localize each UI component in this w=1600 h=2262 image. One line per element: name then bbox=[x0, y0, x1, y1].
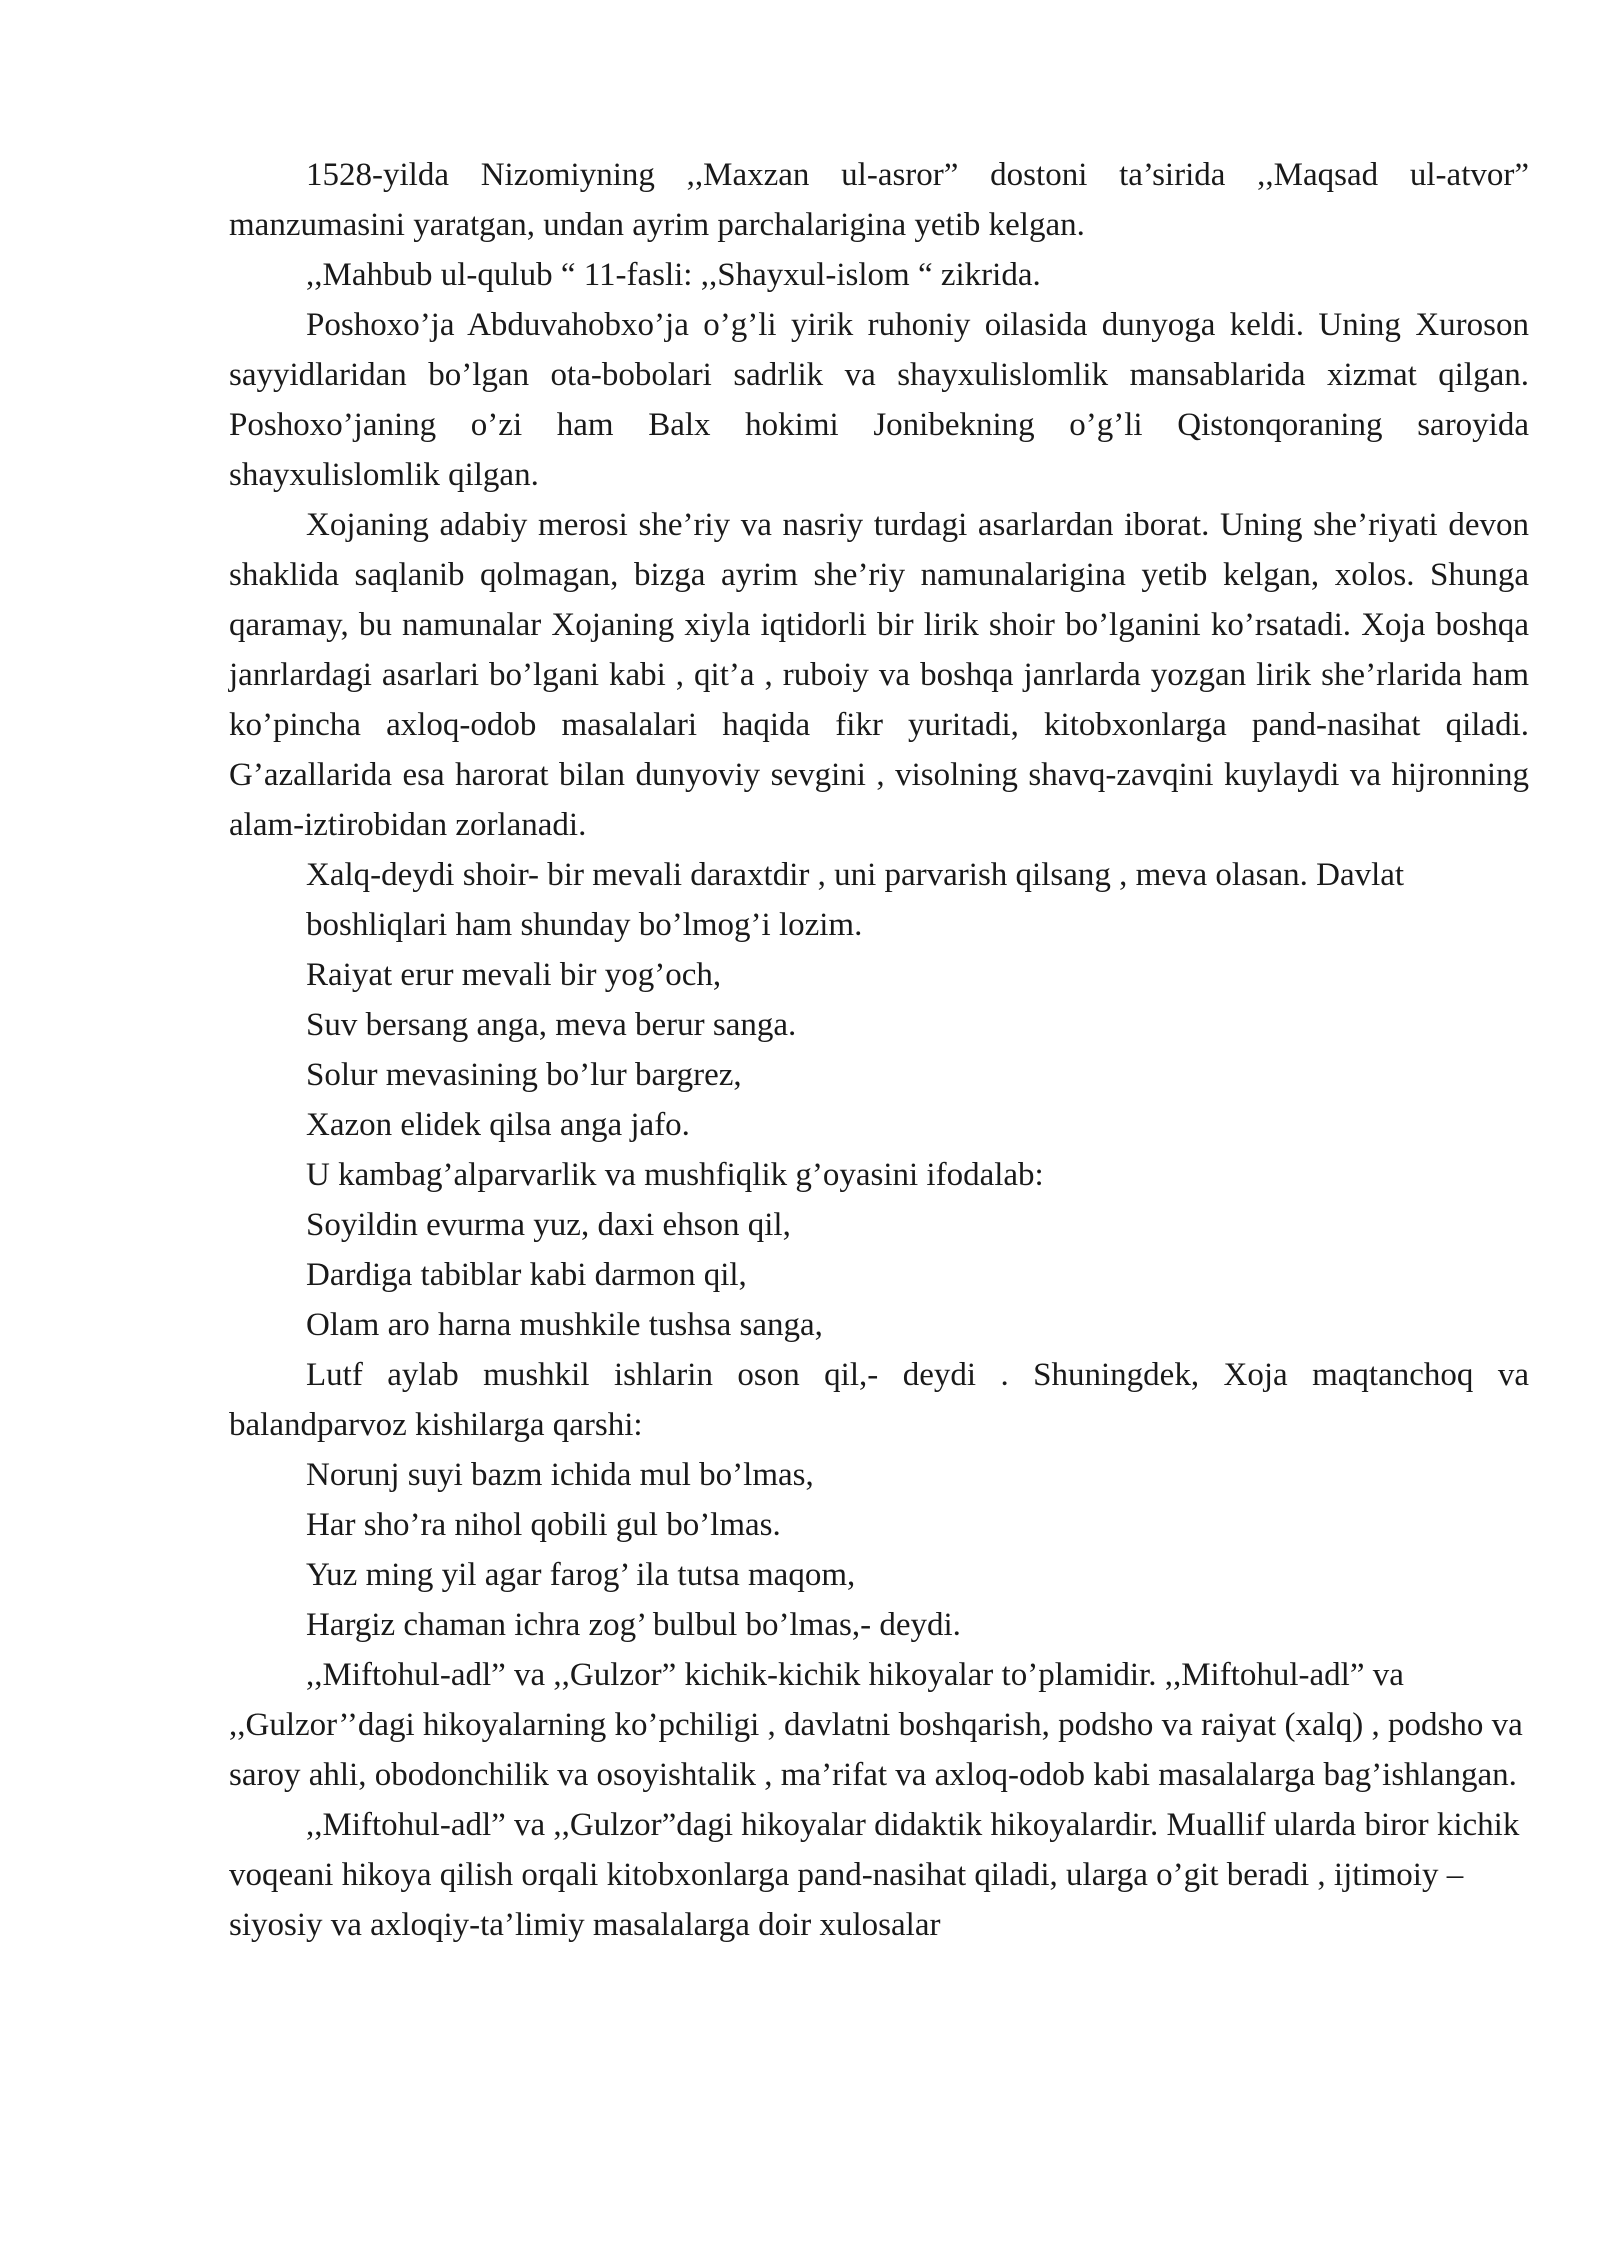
paragraph-didactic-stories: ,,Miftohul-adl” va ,,Gulzor”dagi hikoyalar didaktik hikoyalardir. Muallif ularda biror kichik voqeani hikoya qilish orqali kitobxonlarga pand-nasihat qiladi, ularga o’git beradi , ijtimoiy –siyosiy va axloqiy-ta’limiy masalalarga doir xulosalar bbox=[229, 1807, 1520, 1943]
verse-line: Hargiz chaman ichra zog’ bulbul bo’lmas,- deydi. bbox=[306, 1607, 961, 1643]
verse-line: boshliqlari ham shunday bo’lmog’i lozim. bbox=[306, 907, 863, 943]
paragraph-mahbub-ul-qulub: ,,Mahbub ul-qulub “ 11-fasli: ,,Shayxul-islom “ zikrida. bbox=[306, 257, 1041, 293]
document-page bbox=[229, 150, 1529, 1950]
verse-line: Raiyat erur mevali bir yog’och, bbox=[306, 957, 722, 993]
verse-line: Har sho’ra nihol qobili gul bo’lmas. bbox=[306, 1507, 781, 1543]
verse-line: Xazon elidek qilsa anga jafo. bbox=[306, 1107, 690, 1143]
paragraph-miftohul-adl-collection: ,,Miftohul-adl” va ,,Gulzor” kichik-kichik hikoyalar to’plamidir. ,,Miftohul-adl” va ,,Gulzor’’dagi hikoyalarning ko’pchiligi , davlatni boshqarish, podsho va raiyat (xalq) , podsho va saroy ahli, obodonchilik va osoyishtalik , ma’rifat va axloq-odob kabi masalalarga bag’ishlangan. bbox=[229, 1657, 1523, 1793]
verse-line: Suv bersang anga, meva berur sanga. bbox=[306, 1007, 797, 1043]
paragraph-maqsad-ul-atvor: 1528-yilda Nizomiyning ,,Maxzan ul-asror” dostoni ta’sirida ,,Maqsad ul-atvor” manzumasini yaratgan, undan ayrim parchalarigina yetib kelgan. bbox=[229, 157, 1529, 243]
verse-line: Olam aro harna mushkile tushsa sanga, bbox=[306, 1307, 823, 1343]
verse-line: Dardiga tabiblar kabi darmon qil, bbox=[306, 1257, 747, 1293]
paragraph-lutf-aylab: Lutf aylab mushkil ishlarin oson qil,- deydi . Shuningdek, Xoja maqtanchoq va balandparvoz kishilarga qarshi: bbox=[229, 1357, 1529, 1443]
verse-line: Norunj suyi bazm ichida mul bo’lmas, bbox=[306, 1457, 814, 1493]
paragraph-xalq-deydi: Xalq-deydi shoir- bir mevali daraxtdir , uni parvarish qilsang , meva olasan. Davlat bbox=[306, 857, 1405, 893]
verse-line: Solur mevasining bo’lur bargrez, bbox=[306, 1057, 742, 1093]
verse-line: Soyildin evurma yuz, daxi ehson qil, bbox=[306, 1207, 791, 1243]
verse-line: Yuz ming yil agar farog’ ila tutsa maqom, bbox=[306, 1557, 856, 1593]
paragraph-poshoxoja-biography: Poshoxo’ja Abduvahobxo’ja o’g’li yirik ruhoniy oilasida dunyoga keldi. Uning Xuroson sayyidlaridan bo’lgan ota-bobolari sadrlik va shayxulislomlik mansablarida xizmat qilgan. Poshoxo’janing o’zi ham Balx hokimi Jonibekning o’g’li Qistonqoraning saroyida shayxulislomlik qilgan. bbox=[229, 307, 1529, 493]
verse-line: U kambag’alparvarlik va mushfiqlik g’oyasini ifodalab: bbox=[306, 1157, 1044, 1193]
paragraph-literary-heritage: Xojaning adabiy merosi she’riy va nasriy turdagi asarlardan iborat. Uning she’riyati devon shaklida saqlanib qolmagan, bizga ayrim she’riy namunalarigina yetib kelgan, xolos. Shunga qaramay, bu namunalar Xojaning xiyla iqtidorli bir lirik shoir bo’lganini ko’rsatadi. Xoja boshqa janrlardagi asarlari bo’lgani kabi , qit’a , ruboiy va boshqa janrlarda yozgan lirik she’rlarida ham ko’pincha axloq-odob masalalari haqida fikr yuritadi, kitobxonlarga pand-nasihat qiladi. G’azallarida esa harorat bilan dunyoviy sevgini , visolning shavq-zavqini kuylaydi va hijronning alam-iztirobidan zorlanadi. bbox=[229, 507, 1529, 843]
